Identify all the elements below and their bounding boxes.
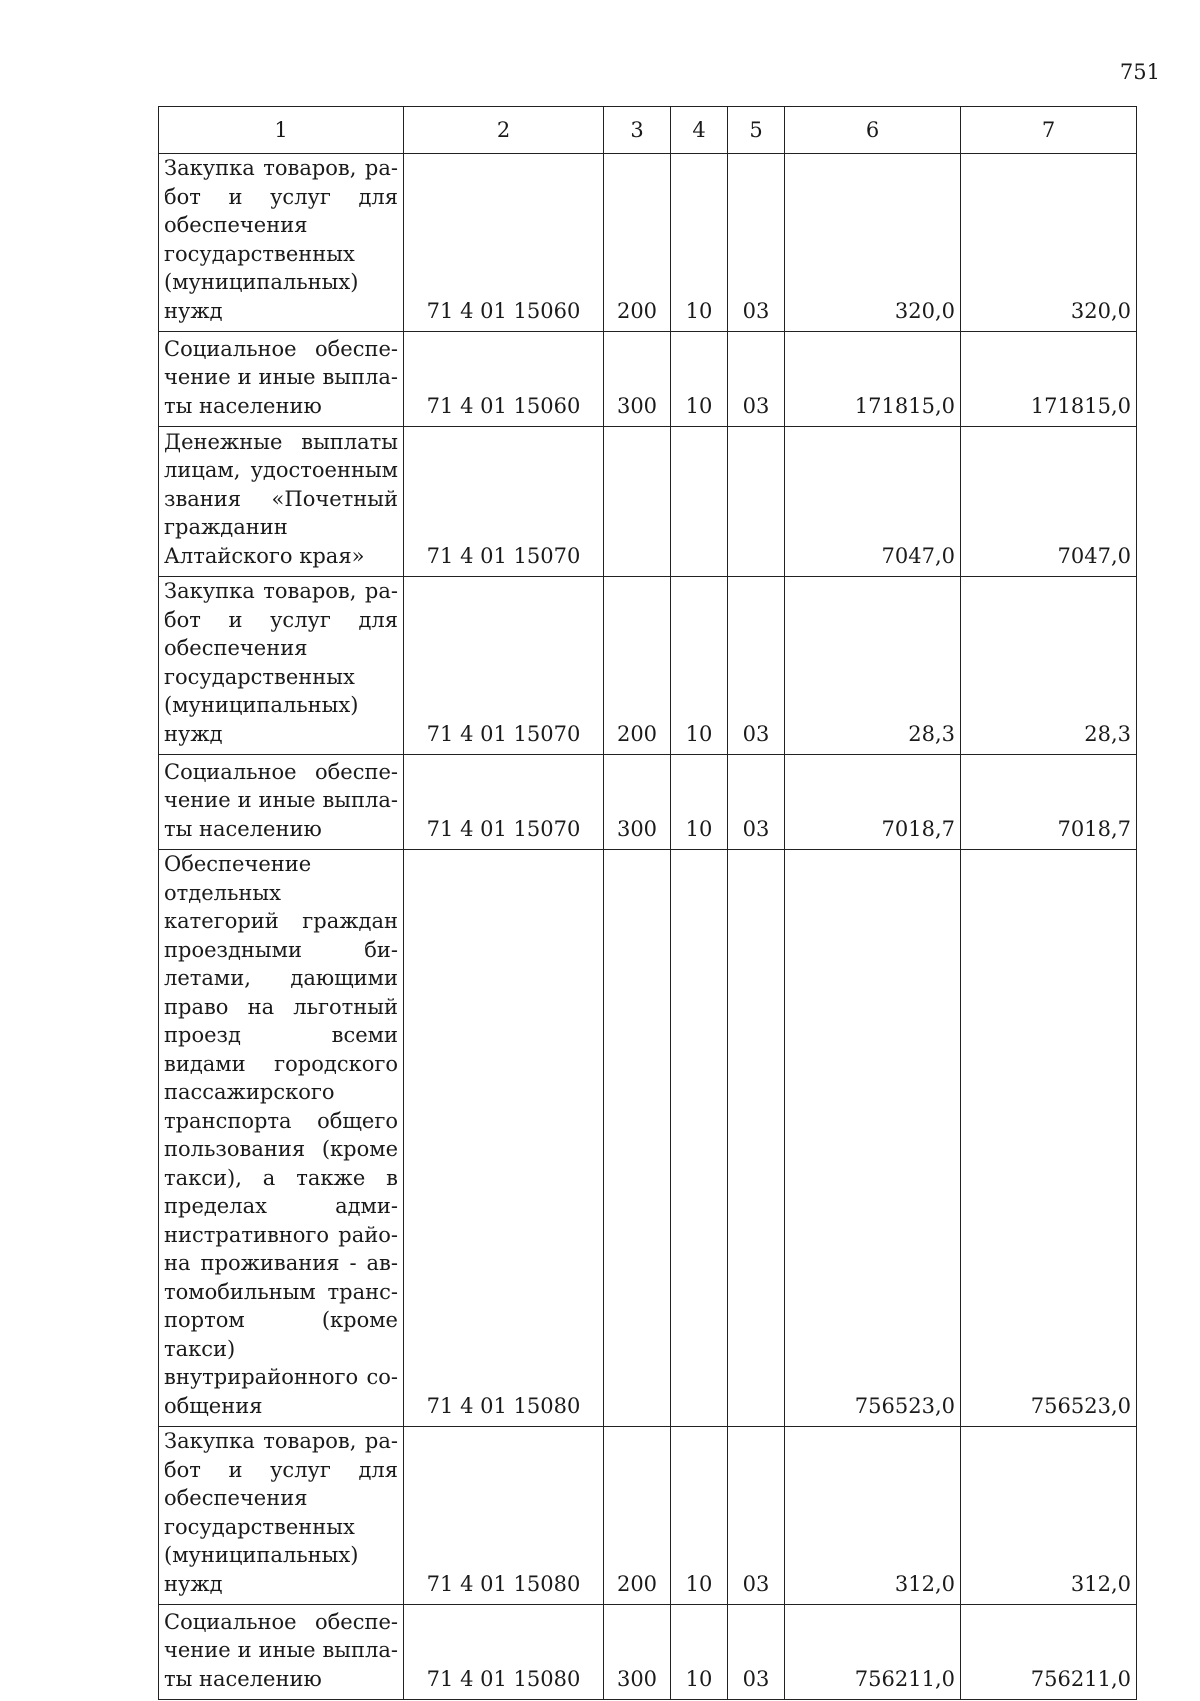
row-description: Закупка товаров, работ и услуг для обеспечения государственных (муниципальных) нужд (159, 1427, 404, 1605)
row-description: Закупка товаров, работ и услуг для обеспечения государственных (муниципальных) нужд (159, 154, 404, 332)
table-row (159, 154, 1137, 332)
row-col4: 10 (671, 755, 728, 850)
row-description: Обеспечение отдельных категорий граждан проездными билетами, дающими право на льготный проезд всеми видами городского пассажирского транспорта общего пользования (кроме такси), а также в пределах административного района проживания - автомобильным транспортом (кроме такси) внутрирайонного сообщения (159, 850, 404, 1427)
column-header-5: 5 (728, 107, 785, 154)
row-amount-6: 7018,7 (785, 755, 961, 850)
row-col3: 200 (604, 154, 671, 332)
row-code: 71 4 01 15070 (404, 427, 604, 577)
row-col4: 10 (671, 332, 728, 427)
row-amount-7: 320,0 (961, 154, 1137, 332)
table-header (159, 107, 1137, 154)
column-header-3: 3 (604, 107, 671, 154)
row-description: Социальное обеспечение и иные выплаты населению (159, 332, 404, 427)
row-amount-7: 7018,7 (961, 755, 1137, 850)
row-col5: 03 (728, 332, 785, 427)
row-col5 (728, 850, 785, 1427)
table-row (159, 755, 1137, 850)
column-header-4: 4 (671, 107, 728, 154)
column-header-2: 2 (404, 107, 604, 154)
table-row (159, 427, 1137, 577)
row-col3: 300 (604, 755, 671, 850)
table-body (159, 154, 1137, 1700)
row-amount-7: 756523,0 (961, 850, 1137, 1427)
row-code: 71 4 01 15080 (404, 850, 604, 1427)
row-amount-6: 312,0 (785, 1427, 961, 1605)
row-col5 (728, 427, 785, 577)
budget-table (158, 106, 1137, 1700)
column-header-7: 7 (961, 107, 1137, 154)
row-code: 71 4 01 15080 (404, 1427, 604, 1605)
row-col5: 03 (728, 755, 785, 850)
row-amount-7: 312,0 (961, 1427, 1137, 1605)
row-amount-7: 28,3 (961, 577, 1137, 755)
table-row (159, 332, 1137, 427)
row-code: 71 4 01 15060 (404, 154, 604, 332)
row-col5: 03 (728, 1605, 785, 1700)
row-col5: 03 (728, 577, 785, 755)
row-amount-6: 171815,0 (785, 332, 961, 427)
row-code: 71 4 01 15070 (404, 577, 604, 755)
row-col3: 300 (604, 332, 671, 427)
column-header-1: 1 (159, 107, 404, 154)
row-amount-6: 756523,0 (785, 850, 961, 1427)
row-code: 71 4 01 15070 (404, 755, 604, 850)
row-description: Социальное обеспечение и иные выплаты населению (159, 1605, 404, 1700)
row-col4 (671, 850, 728, 1427)
row-col3: 300 (604, 1605, 671, 1700)
header-row (159, 107, 1137, 154)
row-amount-6: 28,3 (785, 577, 961, 755)
row-amount-6: 320,0 (785, 154, 961, 332)
row-description: Денежные выплаты лицам, удостоенным звания «Почетный гражданин Алтайского края» (159, 427, 404, 577)
table-row (159, 850, 1137, 1427)
row-col5: 03 (728, 1427, 785, 1605)
column-header-6: 6 (785, 107, 961, 154)
row-amount-7: 7047,0 (961, 427, 1137, 577)
row-description: Закупка товаров, работ и услуг для обеспечения государственных (муниципальных) нужд (159, 577, 404, 755)
row-code: 71 4 01 15060 (404, 332, 604, 427)
page-number: 751 (1119, 60, 1160, 84)
row-col5: 03 (728, 154, 785, 332)
row-col4: 10 (671, 577, 728, 755)
row-col4: 10 (671, 154, 728, 332)
row-description: Социальное обеспечение и иные выплаты населению (159, 755, 404, 850)
row-col3 (604, 427, 671, 577)
table-row (159, 1605, 1137, 1700)
row-amount-6: 7047,0 (785, 427, 961, 577)
table-row (159, 577, 1137, 755)
row-col3 (604, 850, 671, 1427)
row-amount-7: 756211,0 (961, 1605, 1137, 1700)
row-amount-7: 171815,0 (961, 332, 1137, 427)
row-col4 (671, 427, 728, 577)
row-col3: 200 (604, 577, 671, 755)
row-amount-6: 756211,0 (785, 1605, 961, 1700)
table-row (159, 1427, 1137, 1605)
row-col3: 200 (604, 1427, 671, 1605)
row-code: 71 4 01 15080 (404, 1605, 604, 1700)
row-col4: 10 (671, 1427, 728, 1605)
row-col4: 10 (671, 1605, 728, 1700)
